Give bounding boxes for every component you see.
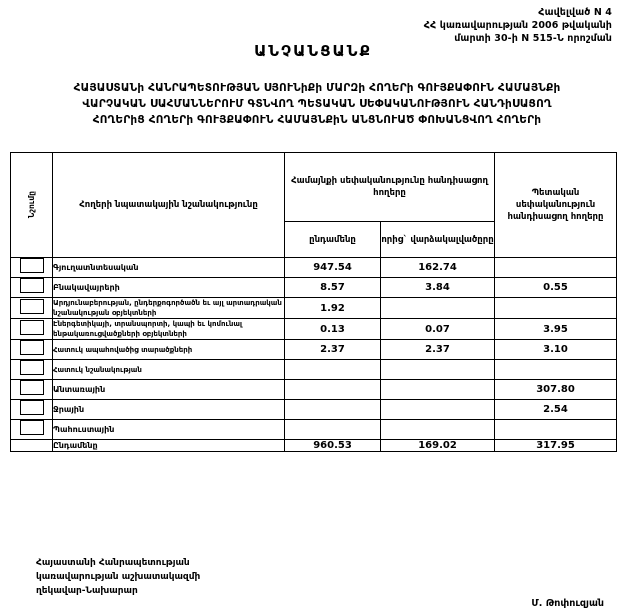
- header-state-column: Պետական սեփականություն հանդիսացող հողերը: [495, 153, 617, 258]
- checkbox-icon[interactable]: [20, 420, 44, 435]
- header-group-total-column: Համայնքի սեփականությունը հանդիսացող հողերը: [285, 153, 495, 222]
- row-checkbox-cell[interactable]: [11, 400, 53, 420]
- row-checkbox-cell[interactable]: [11, 420, 53, 440]
- checkbox-icon[interactable]: [20, 320, 44, 335]
- table-row: [11, 340, 617, 360]
- row-lease-value: 0.07: [381, 319, 495, 340]
- signatory-line-2: կառավարության աշխատակազմի: [36, 572, 201, 582]
- total-total-value: 960.53: [285, 440, 381, 452]
- row-total-value: [285, 420, 381, 440]
- row-lease-value: [381, 380, 495, 400]
- row-checkbox-cell[interactable]: [11, 380, 53, 400]
- row-label: Հատուկ ապահովածից տարածքների: [53, 340, 285, 360]
- land-data-table: [10, 152, 617, 452]
- table-row: [11, 360, 617, 380]
- row-total-value: 0.13: [285, 319, 381, 340]
- row-checkbox-cell[interactable]: [11, 360, 53, 380]
- document-reference-header: [424, 6, 612, 45]
- row-lease-value: [381, 400, 495, 420]
- table-row: [11, 258, 617, 278]
- row-checkbox-cell[interactable]: [11, 258, 53, 278]
- checkbox-icon[interactable]: [20, 340, 44, 355]
- signatory-name: Մ. Թոփուզյան: [531, 598, 604, 609]
- subtitle-line-2: ՎԱՐՉԱԿԱՆ ՍԱՀՄԱՆՆԵՐՈՒՄ ԳՏՆՎՈՂ ՊԵՏԱԿԱՆ ՍԵՓԱԿԱՆՈՒԹՅՈՒՆ ՀԱՆԴիՍԱՑՈՂ: [82, 98, 552, 110]
- checkbox-icon[interactable]: [20, 380, 44, 395]
- row-label: Բնակավայրերի: [53, 278, 285, 298]
- header-subcolumn-total: ընդամենը: [285, 222, 381, 258]
- signatory-line-3: ղեկավար-Նախարար: [36, 586, 138, 596]
- row-checkbox-cell[interactable]: [11, 340, 53, 360]
- row-label: Գյուղատնտեսական: [53, 258, 285, 278]
- row-total-value: 8.57: [285, 278, 381, 298]
- subtitle-line-3: ՀՈՂԵՐիՑ ՀՈՂԵՐի ԳՈՒՅՔԱՓՈՒՆ ՀԱՄԱՅՆՔիՆ ԱՆՑՆՈՒԱԾ ՓՈԽԱՆՑՎՈՂ ՀՈՂԵՐի: [92, 114, 542, 126]
- reference-line-3: մարտի 30-ի N 515-Ն որոշման: [454, 33, 612, 44]
- row-lease-value: [381, 420, 495, 440]
- checkbox-icon[interactable]: [20, 299, 44, 314]
- table-total-row: [11, 440, 617, 452]
- row-state-value: 3.95: [495, 319, 617, 340]
- checkbox-icon[interactable]: [20, 258, 44, 273]
- signatory-block: [36, 556, 200, 598]
- page-title: ԱՆՉԱՆՑԱՆՔ: [254, 42, 372, 60]
- header-subcolumn-lease: որից` վարձակալվածըրը: [381, 222, 495, 258]
- total-label: Ընդամենը: [53, 440, 285, 452]
- table-row: [11, 298, 617, 319]
- row-state-value: 307.80: [495, 380, 617, 400]
- signatory-line-1: Հայաստանի Հանրապետության: [36, 558, 190, 568]
- row-total-value: 2.37: [285, 340, 381, 360]
- row-state-value: 2.54: [495, 400, 617, 420]
- row-lease-value: 3.84: [381, 278, 495, 298]
- total-lease-value: 169.02: [381, 440, 495, 452]
- row-total-value: [285, 400, 381, 420]
- row-label: Էներգետիկայի, տրանսպորտի, կապի եւ կոմունալ ենթակառուցվածքների օբյեկտների: [53, 319, 285, 340]
- checkbox-icon[interactable]: [20, 360, 44, 375]
- row-total-value: [285, 380, 381, 400]
- row-checkbox-cell[interactable]: [11, 278, 53, 298]
- row-state-value: [495, 420, 617, 440]
- table-row: [11, 400, 617, 420]
- table-row: [11, 319, 617, 340]
- table-row: [11, 278, 617, 298]
- row-lease-value: 2.37: [381, 340, 495, 360]
- reference-line-1: Հավելված N 4: [538, 7, 612, 18]
- row-checkbox-cell[interactable]: [11, 298, 53, 319]
- header-landtype-column: Հողերի նպատակային նշանակությունը: [53, 153, 285, 258]
- total-checkbox-cell: [11, 440, 53, 452]
- checkbox-icon[interactable]: [20, 400, 44, 415]
- row-lease-value: [381, 360, 495, 380]
- row-checkbox-cell[interactable]: [11, 319, 53, 340]
- reference-line-2: ՀՀ կառավարության 2006 թվականի: [423, 20, 612, 31]
- table-header-row-1: [11, 153, 617, 222]
- row-lease-value: [381, 298, 495, 319]
- table-row: [11, 380, 617, 400]
- document-subtitle: [22, 80, 612, 128]
- header-checkbox-label: Նշումը: [26, 191, 36, 219]
- row-total-value: 947.54: [285, 258, 381, 278]
- subtitle-line-1: ՀԱՅԱՍՏԱՆի ՀԱՆՐԱՊԵՏՈՒԹՅԱՆ ՍՅՈՒՆիՔի ՄԱՐԶի ՀՈՂԵՐի ԳՈՒՅՔԱՓՈՒՆ ՀԱՄԱՅՆՔի: [73, 82, 561, 94]
- table-row: [11, 420, 617, 440]
- row-label: Ջրային: [53, 400, 285, 420]
- row-state-value: [495, 298, 617, 319]
- row-label: Պահուստային: [53, 420, 285, 440]
- row-state-value: [495, 258, 617, 278]
- total-state-value: 317.95: [495, 440, 617, 452]
- row-state-value: 0.55: [495, 278, 617, 298]
- checkbox-icon[interactable]: [20, 278, 44, 293]
- row-label: Անտառային: [53, 380, 285, 400]
- row-lease-value: 162.74: [381, 258, 495, 278]
- row-total-value: 1.92: [285, 298, 381, 319]
- row-state-value: [495, 360, 617, 380]
- row-total-value: [285, 360, 381, 380]
- row-label: Հատուկ նշանակության: [53, 360, 285, 380]
- row-label: Արդյունաբերության, ընդերքոգործածն եւ այլ արտադրական նշանակության օբյեկտների: [53, 298, 285, 319]
- header-checkbox-column: [11, 153, 53, 258]
- row-state-value: 3.10: [495, 340, 617, 360]
